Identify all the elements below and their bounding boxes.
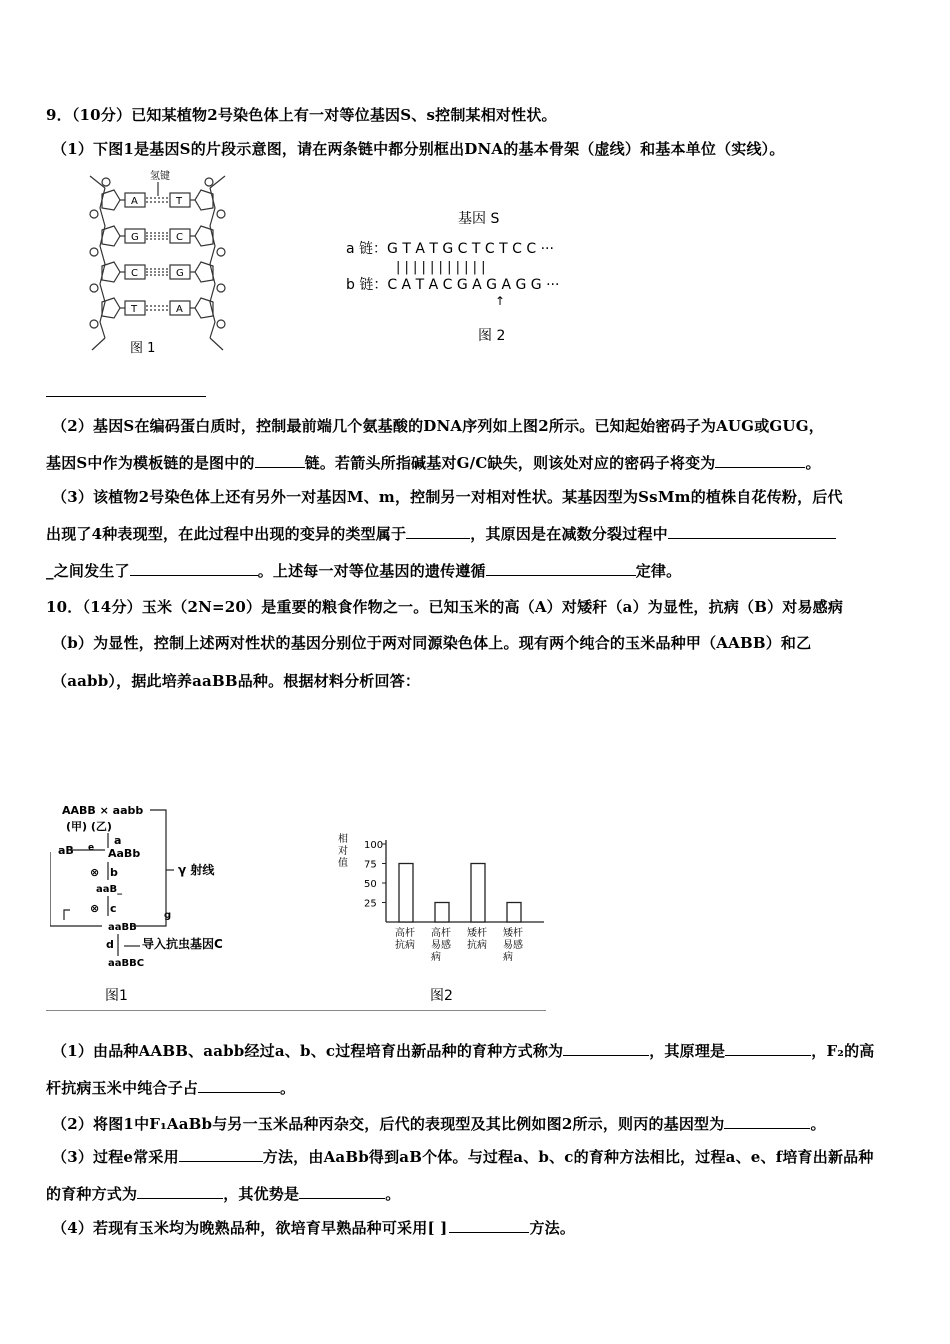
f1-label: AaBb: [108, 847, 141, 860]
answer-blank-between[interactable]: [668, 524, 836, 539]
answer-blank-genotype[interactable]: [724, 1114, 810, 1129]
bar-高杆易感病: [435, 903, 449, 923]
cross-label: AABB × aabb: [62, 804, 144, 817]
step-b: b: [110, 866, 118, 879]
step-a: a: [114, 834, 122, 847]
base-b2: C: [176, 232, 183, 243]
step-g: g: [164, 910, 172, 921]
q9-part1: （1）下图1是基因S的片段示意图，请在两条链中都分别框出DNA的基本骨架（虚线）和基本单位（实线）。: [52, 140, 785, 158]
figure2-caption: 图 2: [478, 328, 506, 344]
base-b4: A: [176, 304, 183, 315]
q10-intro-line2: （b）为显性，控制上述两对性状的基因分别位于两对同源染色体上。现有两个纯合的玉米品种甲（AABB）和乙: [52, 634, 812, 652]
base-a3: C: [131, 268, 138, 279]
q10-figure2-caption: 图2: [430, 988, 453, 1004]
base-a4: T: [131, 304, 138, 315]
category-label-高杆易感病: 高杆: [431, 928, 451, 939]
dna-structure-figure: [80, 168, 240, 358]
self-symbol-1: ⊗: [90, 866, 100, 879]
base-b1: T: [176, 196, 183, 207]
answer-blank-variation-type[interactable]: [406, 524, 470, 539]
q9-part3-line3: _之间发生了 。上述每一对等位基因的遗传遵循 定律。: [46, 562, 682, 580]
answer-blank-breeding-type[interactable]: [137, 1184, 223, 1199]
answer-blank-advantage[interactable]: [299, 1184, 385, 1199]
q10-intro-line3: （aabb），据此培养aaBB品种。根据材料分析回答：: [52, 672, 421, 690]
ylabel-char: 值: [338, 858, 348, 869]
category-label-矮杆抗病: 矮杆: [467, 928, 487, 939]
a-chain: a 链：G T A T G C T C T C C ···: [346, 241, 554, 257]
q9-part2-line1: （2）基因S在编码蛋白质时，控制最前端几个氨基酸的DNA序列如上图2所示。已知起始密码子为AUG或GUG，: [52, 417, 824, 435]
answer-blank-homozygous-ratio[interactable]: [198, 1078, 280, 1093]
b-chain: b 链：C A T A C G A G A G G ···: [346, 277, 560, 293]
category-label-矮杆抗病: 抗病: [467, 940, 487, 951]
y-tick-label-25: 25: [364, 898, 377, 910]
q10-answer1-line1: （1）由品种AABB、aabb经过a、b、c过程培育出新品种的育种方式称为 ，其原理是 ，F₂的高: [52, 1042, 875, 1060]
answer-blank-breeding-method[interactable]: [563, 1041, 649, 1056]
y-tick-label-75: 75: [364, 859, 377, 871]
answer-blank-template-chain[interactable]: [255, 453, 305, 468]
gene-s-figure: [340, 205, 600, 350]
y-tick-label-50: 50: [364, 879, 377, 890]
answer-blank-method-e[interactable]: [179, 1147, 263, 1162]
figure1-caption: 图 1: [130, 341, 156, 356]
q9-header: 9．（10分）已知某植物2号染色体上有一对等位基因S、s控制某相对性状。: [46, 106, 557, 124]
aaBB-label: aaBB: [108, 922, 137, 933]
pairing-bars: | | | | | | | | | | |: [396, 260, 486, 275]
breeding-flow-figure: [50, 800, 300, 1010]
bar-矮杆抗病: [471, 864, 485, 923]
category-label-矮杆易感病: 矮杆: [503, 928, 523, 939]
q10-header: 10．（14分）玉米（2N=20）是重要的粮食作物之一。已知玉米的高（A）对矮秆（a）为显性，抗病（B）对易感病: [46, 598, 844, 616]
q10-figure1-caption: 图1: [105, 988, 128, 1004]
category-label-高杆易感病: 病: [431, 952, 441, 963]
answer-blank-principle[interactable]: [725, 1041, 811, 1056]
step-d: d: [106, 938, 114, 951]
answer-blank-codon[interactable]: [715, 453, 805, 468]
import-gene-label: 导入抗虫基因C: [142, 937, 223, 951]
category-label-矮杆易感病: 病: [503, 952, 513, 963]
aaB-label: aaB_: [96, 884, 123, 895]
q10-answer3-line2: 的育种方式为 ，其优势是 。: [46, 1185, 401, 1203]
q9-part3-line1: （3）该植物2号染色体上还有另外一对基因M、m，控制另一对相对性状。某基因型为SsMm的植株自花传粉，后代: [52, 488, 843, 506]
base-a2: G: [131, 232, 139, 243]
step-e: e: [88, 843, 95, 853]
category-label-高杆易感病: 易感: [431, 940, 451, 951]
phenotype-bar-chart: [330, 830, 560, 1010]
category-label-矮杆易感病: 易感: [503, 940, 523, 951]
category-label-高杆抗病: 高杆: [395, 928, 415, 939]
category-label-高杆抗病: 抗病: [395, 940, 415, 951]
ylabel-char: 相: [338, 834, 348, 845]
q10-answer2: （2）将图1中F₁AaBb与另一玉米品种丙杂交，后代的表现型及其比例如图2所示，则丙的基因型为 。: [52, 1115, 826, 1133]
aaBBC-label: aaBBC: [108, 958, 145, 969]
ylabel-char: 对: [338, 846, 348, 857]
base-b3: G: [176, 268, 184, 279]
aB-label: aB: [58, 844, 74, 857]
deletion-arrow: ↑: [495, 294, 506, 308]
base-a1: A: [131, 196, 138, 207]
parents-label: (甲) (乙): [66, 820, 112, 833]
q10-answer4: （4）若现有玉米均为晚熟品种，欲培育早熟品种可采用[ ] 方法。: [52, 1219, 576, 1237]
gene-s-title: 基因 S: [458, 211, 500, 227]
answer-blank-law[interactable]: [486, 561, 636, 576]
bar-高杆抗病: [399, 864, 413, 923]
q9-part3-line2: 出现了4种表现型，在此过程中出现的变异的类型属于 ，其原因是在减数分裂过程中: [46, 523, 836, 544]
step-c: c: [110, 902, 117, 915]
answer-blank-early-method[interactable]: [449, 1218, 529, 1233]
self-symbol-2: ⊗: [90, 902, 100, 915]
answer-blank-occurred[interactable]: [130, 561, 258, 576]
y-tick-label-100: 100: [364, 840, 384, 851]
chart-ylabel: [338, 832, 348, 869]
hydrogen-bond-label: 氢键: [150, 171, 170, 182]
bar-矮杆易感病: [507, 903, 521, 923]
q10-answer1-line2: 杆抗病玉米中纯合子占 。: [46, 1079, 296, 1097]
section-divider: [46, 396, 206, 397]
q10-answer3-line1: （3）过程e常采用 方法，由AaBb得到aB个体。与过程a、b、c的育种方法相比，过程a、e、f培育出新品种: [52, 1148, 874, 1166]
q9-part2-line2: 基因S中作为模板链的是图中的 链。若箭头所指碱基对G/C缺失，则该处对应的密码子将变为 。: [46, 454, 821, 472]
figure-bottom-rule: [46, 1010, 546, 1011]
gamma-ray-label: γ 射线: [178, 863, 215, 877]
